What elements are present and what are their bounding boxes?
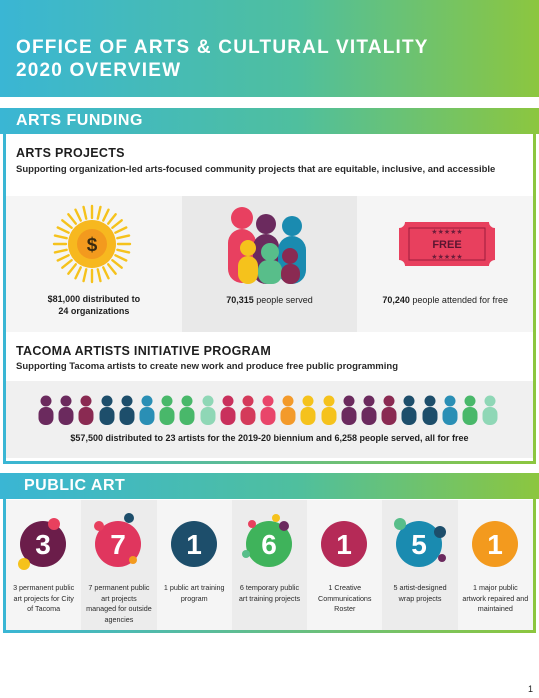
arts-funding-title: ARTS FUNDING xyxy=(16,112,143,129)
arts-projects-description: Supporting organization-led arts-focused community projects that are equitable, inclusive, and accessible xyxy=(16,164,496,175)
stat-free-attendance xyxy=(357,196,533,332)
person-icon xyxy=(159,395,175,425)
person-icon xyxy=(78,395,94,425)
person-icon xyxy=(482,395,498,425)
dollar-symbol: $ xyxy=(86,235,98,256)
public-art-caption: 3 permanent public art projects for City of Tacoma xyxy=(13,583,75,613)
public-art-band xyxy=(0,473,539,499)
arts-projects-stats xyxy=(6,196,533,332)
public-art-caption: 1 major public artwork repaired and maintained xyxy=(462,583,529,613)
stat-people-caption: 70,315 people served xyxy=(226,295,313,305)
person-icon xyxy=(422,395,438,425)
public-art-number: 6 xyxy=(261,529,277,560)
money-burst-icon xyxy=(6,196,182,292)
number-circle-icon xyxy=(81,504,156,584)
stat-free-caption: 70,240 people attended for free xyxy=(382,295,508,305)
tai-description: Supporting Tacoma artists to create new work and produce free public programming xyxy=(16,361,398,372)
person-icon xyxy=(300,395,316,425)
person-icon xyxy=(200,395,216,425)
page-title: OFFICE OF ARTS & CULTURAL VITALITY 2020 OVERVIEW xyxy=(16,37,429,81)
person-icon xyxy=(401,395,417,425)
number-circle-icon xyxy=(232,504,307,584)
tai-people-row xyxy=(38,395,498,425)
person-icon xyxy=(38,395,54,425)
public-art-title: PUBLIC ART xyxy=(24,477,126,494)
public-art-item xyxy=(232,500,307,630)
people-group-icon xyxy=(182,196,358,292)
person-icon xyxy=(119,395,135,425)
number-circle-icon xyxy=(157,504,232,584)
public-art-number: 1 xyxy=(336,529,352,560)
person-icon xyxy=(179,395,195,425)
public-art-item xyxy=(458,500,533,630)
person-icon xyxy=(442,395,458,425)
public-art-item xyxy=(307,500,382,630)
free-label: FREE xyxy=(432,239,463,251)
person-icon xyxy=(280,395,296,425)
public-art-caption: 5 artist-designed wrap projects xyxy=(393,583,447,603)
public-art-item xyxy=(382,500,457,630)
public-art-number: 7 xyxy=(110,529,127,560)
public-art-number: 1 xyxy=(185,529,202,560)
person-icon xyxy=(381,395,397,425)
person-icon xyxy=(240,395,256,425)
public-art-caption: 1 Creative Communications Roster xyxy=(318,583,372,613)
tai-people-box xyxy=(6,381,533,458)
free-ticket-icon xyxy=(357,196,533,292)
public-art-items xyxy=(6,500,533,630)
number-circle-icon xyxy=(6,504,81,584)
arts-funding-band xyxy=(0,108,539,134)
public-art-item xyxy=(81,500,156,630)
number-circle-icon xyxy=(307,504,382,584)
person-icon xyxy=(58,395,74,425)
person-icon xyxy=(462,395,478,425)
person-icon xyxy=(361,395,377,425)
page-number: 1 xyxy=(527,684,533,694)
public-art-caption: 1 public art training program xyxy=(163,583,225,603)
person-icon xyxy=(321,395,337,425)
public-art-caption: 7 permanent public art projects managed for outside agencies xyxy=(86,583,152,624)
person-icon xyxy=(260,395,276,425)
header-banner xyxy=(0,0,539,97)
person-icon xyxy=(220,395,236,425)
person-icon xyxy=(341,395,357,425)
public-art-number: 5 xyxy=(411,529,428,560)
public-art-number: 3 xyxy=(35,529,51,560)
person-icon xyxy=(139,395,155,425)
public-art-caption: 6 temporary public art training projects xyxy=(238,583,301,603)
arts-projects-heading: ARTS PROJECTS xyxy=(16,146,125,160)
public-art-item xyxy=(6,500,81,630)
person-icon xyxy=(99,395,115,425)
stat-funding xyxy=(6,196,182,332)
public-art-item xyxy=(157,500,232,630)
tai-caption: $57,500 distributed to 23 artists for the 2019-20 biennium and 6,258 people served, all for free xyxy=(70,433,469,443)
stat-funding-caption: $81,000 distributed to 24 organizations xyxy=(47,294,141,316)
svg-text:★★★★★: ★★★★★ xyxy=(431,228,464,236)
public-art-number: 1 xyxy=(486,529,503,560)
tai-heading: TACOMA ARTISTS INITIATIVE PROGRAM xyxy=(16,344,272,358)
svg-text:★★★★★: ★★★★★ xyxy=(431,253,464,261)
number-circle-icon xyxy=(382,504,457,584)
stat-people-served xyxy=(182,196,358,332)
number-circle-icon xyxy=(458,504,533,584)
